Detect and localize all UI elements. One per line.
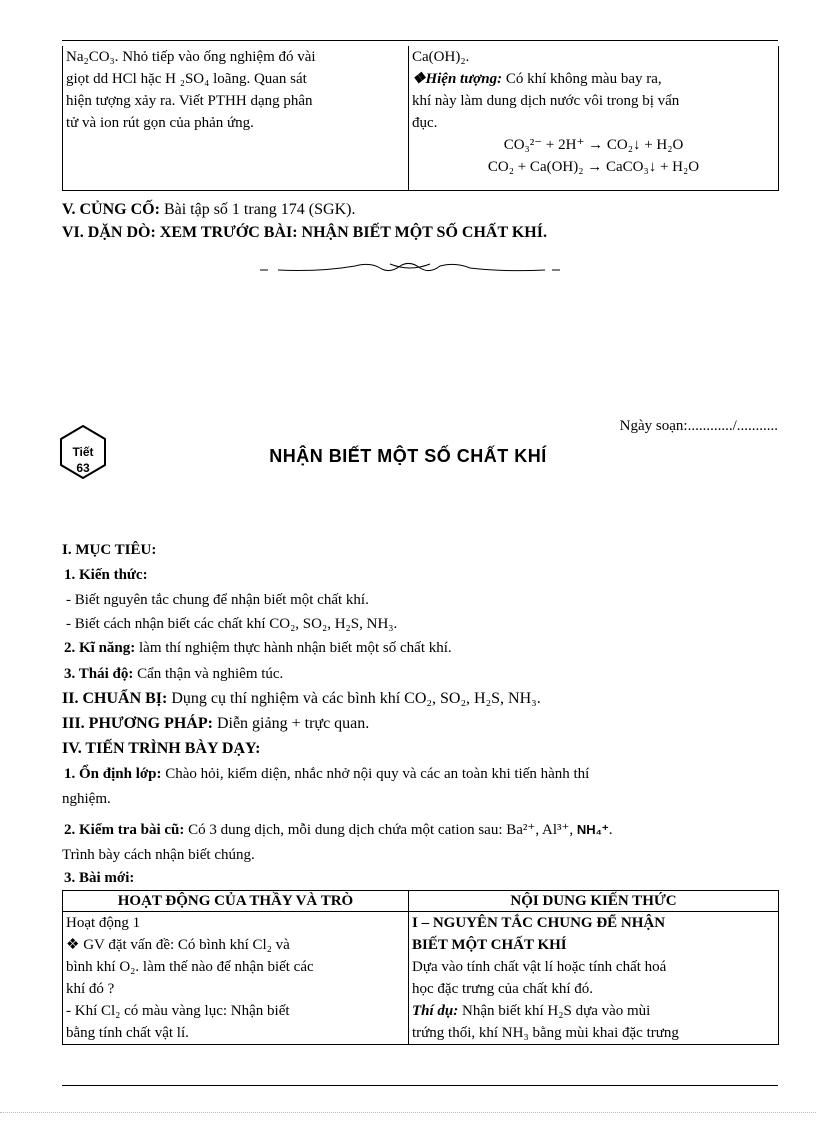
example-line [412, 1000, 775, 1022]
activity-line: khí đó ? [66, 981, 115, 997]
phenomenon-label: ❖Hiện tượng: [412, 71, 503, 87]
top-right-line: đục. [412, 115, 438, 131]
activity-line: ❖ GV đặt vấn đề: Có bình khí Cl₂ và [66, 937, 290, 953]
content-line: học đặc trưng của chất khí đó. [412, 981, 593, 997]
objectives-heading: I. MỤC TIÊU: [62, 542, 157, 558]
top-table-left-cell [63, 46, 409, 191]
knowledge-label [64, 565, 148, 585]
stabilize-label: 1. Ổn định lớp: [64, 766, 162, 782]
method-label: III. PHƯƠNG PHÁP: [62, 715, 213, 732]
content-line: trứng thối, khí NH₃ bằng mùi khai đặc trưng [412, 1025, 679, 1041]
top-table-right-cell [409, 46, 779, 191]
lesson-badge-label: Tiết [72, 445, 94, 459]
page-edge [0, 1112, 816, 1113]
activity-cell [63, 912, 409, 1045]
top-left-line: Na₂CO₃. Nhỏ tiếp vào ống nghiệm đó vài [66, 49, 316, 65]
content-cell [409, 912, 779, 1045]
top-left-line: tử và ion rút gọn của phản ứng. [66, 115, 254, 131]
attitude-line [64, 664, 283, 684]
ornament-divider [260, 258, 560, 276]
activity-line: - Khí Cl₂ có màu vàng lục: Nhận biết [66, 1003, 290, 1019]
check-line [64, 820, 613, 840]
check-end: . [608, 822, 613, 838]
stabilize-line [64, 764, 589, 784]
top-rule [62, 40, 778, 41]
consolidation-line [62, 200, 355, 220]
stabilize-continuation: nghiệm. [62, 791, 111, 807]
phenomenon-line [412, 68, 775, 90]
content-column-header: NỘI DUNG KIẾN THỨC [409, 891, 779, 912]
lesson-badge-number: 63 [76, 461, 90, 475]
attitude-text: Cẩn thận và nghiêm túc. [133, 666, 284, 682]
check-text: Có 3 dung dịch, mỗi dung dịch chứa một cation sau: Ba²⁺, Al³⁺, [184, 822, 577, 838]
content-heading: I – NGUYÊN TẮC CHUNG ĐỂ NHẬN [412, 915, 666, 931]
homework-line: VI. DẶN DÒ: XEM TRƯỚC BÀI: NHẬN BIẾT MỘT SỐ CHẤT KHÍ. [62, 224, 547, 241]
content-heading: BIẾT MỘT CHẤT KHÍ [412, 937, 567, 953]
check-continuation: Trình bày cách nhận biết chúng. [62, 847, 255, 863]
preparation-label: II. CHUẨN BỊ: [62, 690, 168, 707]
lesson-activity-table [62, 890, 779, 1045]
content-line: Dựa vào tính chất vật lí hoặc tính chất hoá [412, 959, 667, 975]
example-text: Nhận biết khí H₂S dựa vào mùi [458, 1003, 651, 1019]
activity-column-header: HOẠT ĐỘNG CỦA THẦY VÀ TRÒ [63, 891, 409, 912]
top-right-line: khí này làm dung dịch nước vôi trong bị vẩn [412, 93, 680, 109]
top-right-line: Ca(OH)₂. [412, 49, 470, 65]
activity-line: Hoạt động 1 [66, 915, 141, 931]
ionic-equation: CO₃²⁻ + 2H⁺ → CO₂↓ + H₂O [503, 137, 684, 153]
activity-line: bình khí O₂. làm thế nào để nhận biết các [66, 959, 314, 975]
top-left-line: hiện tượng xảy ra. Viết PTHH dạng phân [66, 93, 313, 109]
phenomenon-text: Có khí không màu bay ra, [502, 71, 662, 87]
activity-line: bằng tính chất vật lí. [66, 1025, 189, 1041]
new-lesson-label: 3. Bài mới: [64, 870, 135, 886]
example-label: Thí dụ: [412, 1003, 459, 1019]
top-left-line: giọt dd HCl hặc H ₂SO₄ loãng. Quan sát [66, 71, 307, 87]
process-heading: IV. TIẾN TRÌNH BÀY DẠY: [62, 740, 261, 757]
skill-label: 2. Kĩ năng: [64, 640, 136, 656]
method-text: Diễn giảng + trực quan. [212, 715, 370, 732]
skill-text: làm thí nghiệm thực hành nhận biết một số chất khí. [135, 640, 452, 656]
knowledge-item: - Biết cách nhận biết các chất khí CO₂, SO₂, H₂S, NH₃. [66, 616, 398, 632]
knowledge-item: - Biết nguyên tắc chung để nhận biết một chất khí. [66, 592, 369, 608]
stabilize-text: Chào hỏi, kiểm diện, nhắc nhở nội quy và các an toàn khi tiến hành thí [161, 766, 590, 782]
knowledge-label-text: 1. Kiến thức: [64, 567, 148, 583]
consolidation-label: V. CỦNG CỐ: [62, 201, 160, 218]
attitude-label: 3. Thái độ: [64, 666, 134, 682]
lesson-title: NHẬN BIẾT MỘT SỐ CHẤT KHÍ [269, 446, 547, 466]
preparation-line [62, 689, 541, 709]
method-line [62, 714, 369, 734]
molecular-equation: CO₂ + Ca(OH)₂ → CaCO₃↓ + H₂O [487, 159, 700, 175]
check-label: 2. Kiểm tra bài cũ: [64, 822, 185, 838]
consolidation-text: Bài tập số 1 trang 174 (SGK). [159, 201, 356, 218]
prep-date: Ngày soạn:............/........... [619, 418, 778, 434]
skill-line [64, 638, 452, 658]
top-experiment-table [62, 46, 779, 191]
preparation-text: Dụng cụ thí nghiệm và các bình khí CO₂, SO₂, H₂S, NH₃. [167, 690, 541, 707]
ammonium-ion: NH₄⁺ [576, 822, 609, 837]
bottom-rule [62, 1085, 778, 1086]
